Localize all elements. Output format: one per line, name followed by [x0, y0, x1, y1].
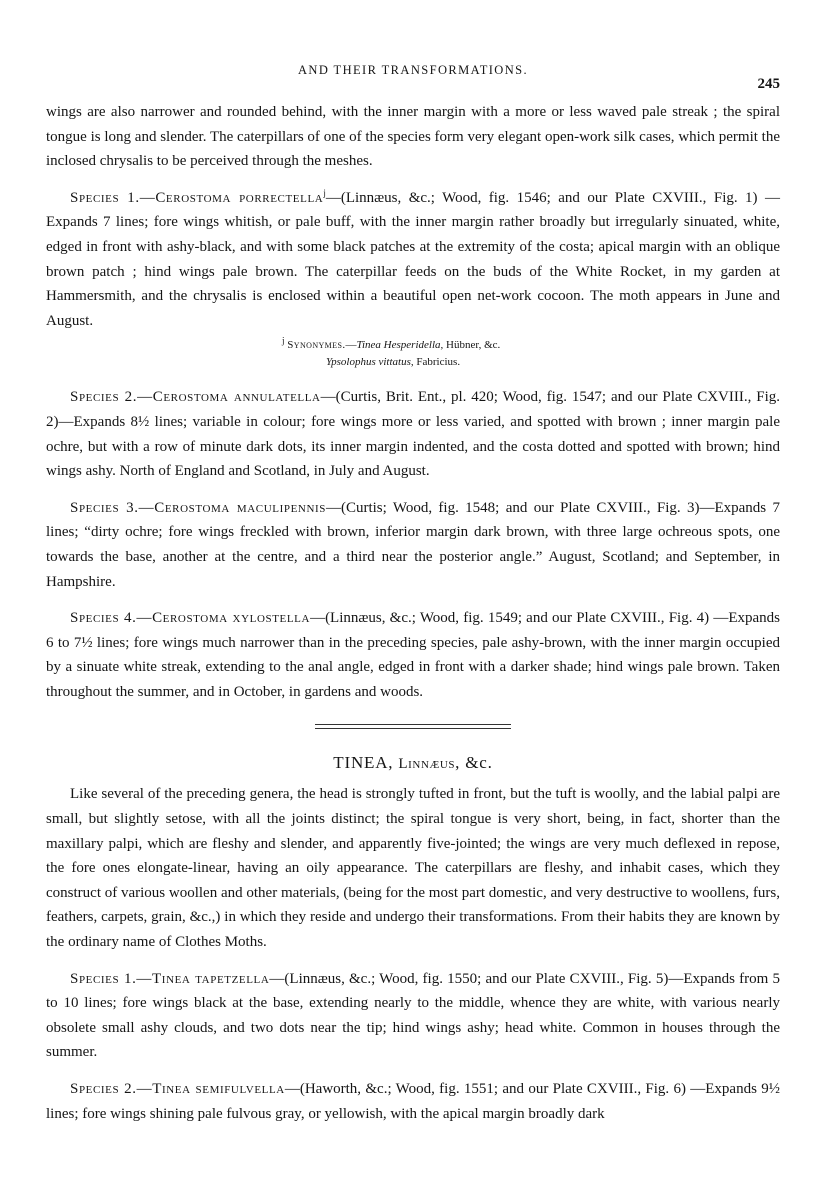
species-entry-cerostoma-porrectella	[46, 186, 780, 334]
species-description-part-1: —(Haworth, &c.; Wood, fig. 1551; and our Plate CXVIII., Fig. 6) —Expands 9	[284, 1081, 769, 1097]
fraction: ½	[81, 634, 93, 651]
running-head: AND THEIR TRANSFORMATIONS.	[297, 63, 529, 77]
species-entry-cerostoma-maculipennis	[46, 496, 780, 594]
footnote-reference: j	[323, 187, 326, 198]
divider-rule-thick	[315, 724, 511, 725]
page-number: 245	[757, 76, 780, 92]
species-description: —(Curtis; Wood, fig. 1548; and our Plate CXVIII., Fig. 3)—Expands 7 lines; “dirty ochre; fore wings freckled with brown, inferior margin dark brown, with three large ochreous spots, one towards the base, another at the centre, and a third near the posterior angle.” August, Scotland; and September, in Hampshire.	[46, 499, 780, 590]
fraction: ½	[138, 413, 150, 430]
genus-suffix: , &c.	[455, 753, 493, 773]
fraction: ½	[768, 1081, 780, 1097]
species-entry-cerostoma-annulatella	[46, 385, 780, 483]
page-body	[46, 100, 780, 1126]
species-name: Tinea tapetzella	[152, 970, 270, 987]
species-description-part-2: lines; fore wings shining pale fulvous gray, or yellowish, with the apical margin broadly dark	[46, 1105, 605, 1122]
species-name: Cerostoma porrectella	[155, 189, 324, 206]
species-number: Species 2.—	[70, 1081, 153, 1097]
species-name: Cerostoma annulatella	[152, 389, 321, 406]
footnote-line-2	[46, 354, 780, 371]
species-description-part-1: —(Curtis, Brit. Ent., pl. 420; Wood, fig. 1547; and our Plate CXVIII., Fig. 2)—Expands 8	[46, 389, 781, 430]
footnote-authority-2: Fabricius.	[413, 356, 461, 369]
species-number: Species 1.—	[70, 970, 153, 987]
footnote-authority-1: Hübner, &c.	[443, 339, 501, 352]
footnote-label: Synonymes.	[287, 339, 346, 352]
species-name: Cerostoma maculipennis	[154, 499, 326, 516]
species-number: Species 3.—	[70, 499, 155, 516]
divider-rule-thin	[315, 728, 511, 729]
species-description-part-1: —(Linnæus, &c.; Wood, fig. 1549; and our Plate CXVIII., Fig. 4) —Expands 6 to 7	[46, 610, 781, 651]
species-entry-cerostoma-xylostella	[46, 606, 780, 704]
species-name: Tinea semifulvella	[152, 1081, 285, 1097]
genus-author: Linnæus	[398, 756, 456, 773]
genus-heading	[46, 751, 780, 776]
species-number: Species 2.—	[70, 389, 153, 406]
species-entry-tinea-semifulvella	[46, 1077, 780, 1126]
footnote-mark: j	[282, 335, 285, 346]
footnote-synonym-2: Ypsolophus vittatus,	[326, 356, 414, 369]
species-number: Species 4.—	[70, 610, 153, 627]
footnote-line-1: $^j$ Synonymes.—Tinea Hesperidella, Hübner, &c.	[282, 335, 501, 352]
species-number: Species 1.—	[70, 189, 156, 206]
footnote	[46, 337, 780, 371]
species-description: —(Linnæus, &c.; Wood, fig. 1546; and our Plate CXVIII., Fig. 1) —Expands 7 lines; fore wings whitish, or pale buff, with the inner margin rather broadly but irregularly sinuated, white, edged in front with ashy-black, and with some black patches at the extremity of the costa; apical margin with an oblique brown patch ; hind wings pale brown. The caterpillar feeds on the buds of the White Rocket, in my garden at Hammersmith, and the chrysalis is enclosed within a beautiful open net-work cocoon. The moth appears in June and August.	[46, 189, 781, 329]
section-divider	[315, 724, 511, 729]
species-name: Cerostoma xylostella	[152, 610, 311, 627]
species-description: —(Linnæus, &c.; Wood, fig. 1550; and our Plate CXVIII., Fig. 5)—Expands from 5 to 10 lines; fore wings black at the base, extending nearly to the middle, whence they are white, with various nearly obsolete small ashy clouds, and two dots near the tip; hind wings ashy; head white. Common in houses through the summer.	[46, 970, 781, 1061]
species-entry-tinea-tapetzella	[46, 967, 780, 1065]
genus-description: Like several of the preceding genera, the head is strongly tufted in front, but the tuft is woolly, and the labial palpi are small, but slightly setose, with all the joints distinct; the spiral tongue is very short, being, in fact, shorter than the maxillary palpi, which are fleshy and slender, and apparently five-jointed; the wings are very much deflexed in repose, the fore ones elongate-linear, having an oily appearance. The caterpillars are fleshy, and inhabit cases, which they construct of various woollen and other materials, (being for the most part domestic, and very destructive to woollens, furs, feathers, carpets, grain, &c.,) in which they reside and undergo their transformations. From their habits they are known by the ordinary name of Clothes Moths.	[46, 786, 780, 951]
species-description-part-2: lines; variable in colour; fore wings more or less varied, and spotted with brown ; inner margin pale ochre, but with a row of minute dark dots, its inner margin indented, and the costa dotted and spotted with brown; hind wings ashy. North of England and Scotland, in July and August.	[46, 413, 781, 480]
intro-paragraph: wings are also narrower and rounded behind, with the inner margin with a more or less waved pale streak ; the spiral tongue is long and slender. The caterpillars of one of the species form very elegant open-work silk cases, which permit the inclosed chrysalis to be perceived through the meshes.	[46, 104, 780, 170]
footnote-synonym-1: Tinea Hesperidella,	[356, 339, 444, 352]
book-page	[46, 0, 780, 1200]
species-description-part-2: lines; fore wings much narrower than in the preceding species, pale ashy-brown, with the inner margin occupied by a sinuate white streak, extending to the anal angle, edged in front with a darker shade; hind wings pale brown. Taken throughout the summer, and in October, in gardens and woods.	[46, 634, 780, 700]
genus-name: TINEA,	[333, 753, 399, 773]
